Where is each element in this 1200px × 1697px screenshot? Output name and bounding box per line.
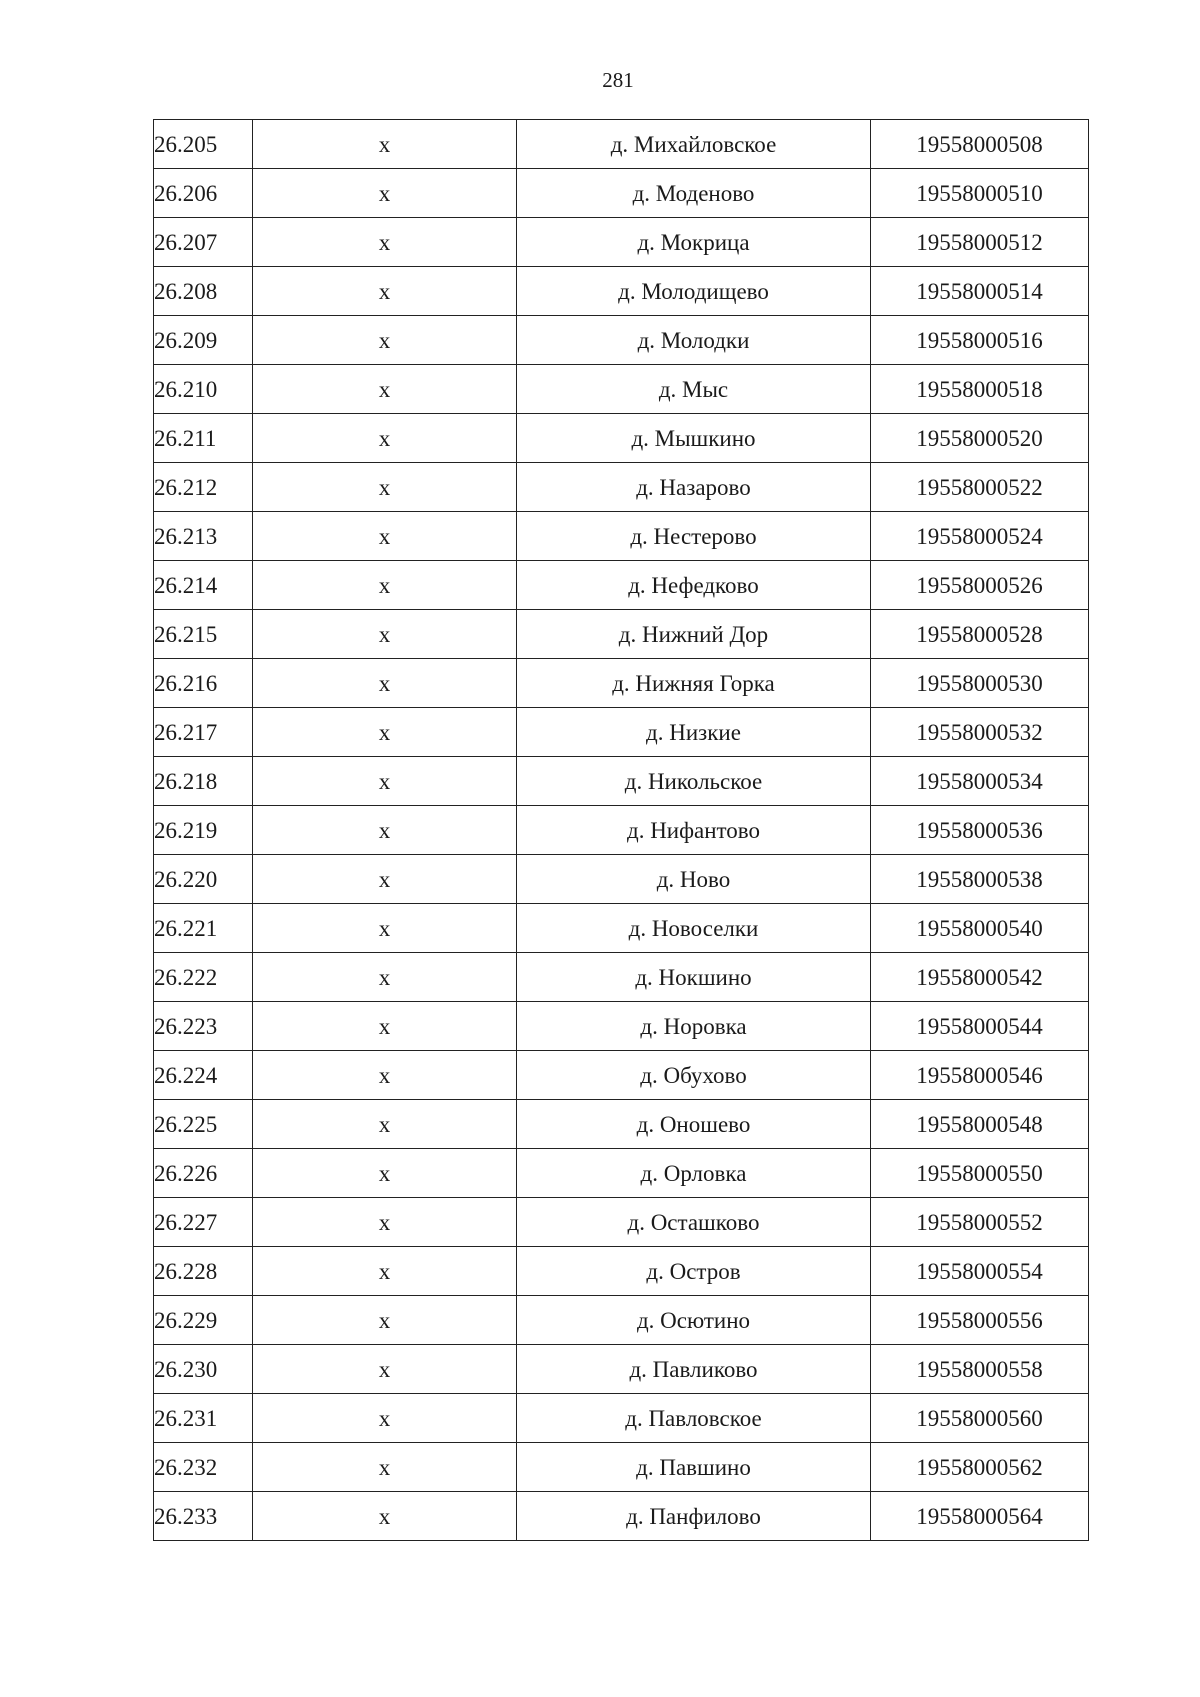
table-row bbox=[154, 120, 1089, 169]
table-body bbox=[154, 120, 1089, 1541]
row-oktmo-cell: 19558000544 bbox=[871, 1002, 1089, 1051]
table-row bbox=[154, 1394, 1089, 1443]
row-name-cell: д. Обухово bbox=[517, 1051, 871, 1100]
table-row bbox=[154, 1296, 1089, 1345]
row-mark-cell: х bbox=[253, 414, 517, 463]
row-code-cell: 26.224 bbox=[154, 1051, 253, 1100]
table-row bbox=[154, 1247, 1089, 1296]
table-row bbox=[154, 463, 1089, 512]
row-oktmo-cell: 19558000538 bbox=[871, 855, 1089, 904]
row-code-cell: 26.205 bbox=[154, 120, 253, 169]
row-name-cell: д. Мыс bbox=[517, 365, 871, 414]
row-mark-cell: х bbox=[253, 953, 517, 1002]
row-code-cell: 26.214 bbox=[154, 561, 253, 610]
table-row bbox=[154, 1149, 1089, 1198]
row-name-cell: д. Остров bbox=[517, 1247, 871, 1296]
row-name-cell: д. Нестерово bbox=[517, 512, 871, 561]
table-row bbox=[154, 512, 1089, 561]
row-name-cell: д. Панфилово bbox=[517, 1492, 871, 1541]
row-mark-cell: х bbox=[253, 1149, 517, 1198]
row-mark-cell: х bbox=[253, 365, 517, 414]
row-oktmo-cell: 19558000550 bbox=[871, 1149, 1089, 1198]
row-name-cell: д. Павшино bbox=[517, 1443, 871, 1492]
row-mark-cell: х bbox=[253, 1394, 517, 1443]
row-oktmo-cell: 19558000526 bbox=[871, 561, 1089, 610]
row-code-cell: 26.206 bbox=[154, 169, 253, 218]
row-name-cell: д. Нифантово bbox=[517, 806, 871, 855]
row-mark-cell: х bbox=[253, 316, 517, 365]
row-code-cell: 26.209 bbox=[154, 316, 253, 365]
table-row bbox=[154, 953, 1089, 1002]
row-oktmo-cell: 19558000512 bbox=[871, 218, 1089, 267]
row-mark-cell: х bbox=[253, 757, 517, 806]
row-mark-cell: х bbox=[253, 267, 517, 316]
row-code-cell: 26.231 bbox=[154, 1394, 253, 1443]
row-code-cell: 26.223 bbox=[154, 1002, 253, 1051]
row-name-cell: д. Низкие bbox=[517, 708, 871, 757]
row-oktmo-cell: 19558000524 bbox=[871, 512, 1089, 561]
table-row bbox=[154, 610, 1089, 659]
row-oktmo-cell: 19558000562 bbox=[871, 1443, 1089, 1492]
row-code-cell: 26.217 bbox=[154, 708, 253, 757]
row-name-cell: д. Осютино bbox=[517, 1296, 871, 1345]
table-row bbox=[154, 659, 1089, 708]
row-name-cell: д. Мышкино bbox=[517, 414, 871, 463]
table-row bbox=[154, 1002, 1089, 1051]
row-name-cell: д. Павловское bbox=[517, 1394, 871, 1443]
row-code-cell: 26.230 bbox=[154, 1345, 253, 1394]
row-code-cell: 26.219 bbox=[154, 806, 253, 855]
row-mark-cell: х bbox=[253, 512, 517, 561]
table-row bbox=[154, 855, 1089, 904]
table-row bbox=[154, 806, 1089, 855]
settlements-table bbox=[153, 119, 1089, 1541]
row-oktmo-cell: 19558000560 bbox=[871, 1394, 1089, 1443]
row-code-cell: 26.211 bbox=[154, 414, 253, 463]
table-row bbox=[154, 316, 1089, 365]
row-code-cell: 26.215 bbox=[154, 610, 253, 659]
row-name-cell: д. Никольское bbox=[517, 757, 871, 806]
row-oktmo-cell: 19558000552 bbox=[871, 1198, 1089, 1247]
row-mark-cell: х bbox=[253, 1443, 517, 1492]
row-oktmo-cell: 19558000532 bbox=[871, 708, 1089, 757]
table-row bbox=[154, 365, 1089, 414]
row-code-cell: 26.213 bbox=[154, 512, 253, 561]
row-code-cell: 26.221 bbox=[154, 904, 253, 953]
row-code-cell: 26.233 bbox=[154, 1492, 253, 1541]
row-oktmo-cell: 19558000516 bbox=[871, 316, 1089, 365]
table-row bbox=[154, 904, 1089, 953]
row-oktmo-cell: 19558000514 bbox=[871, 267, 1089, 316]
row-name-cell: д. Михайловское bbox=[517, 120, 871, 169]
table-row bbox=[154, 757, 1089, 806]
row-mark-cell: х bbox=[253, 806, 517, 855]
row-code-cell: 26.212 bbox=[154, 463, 253, 512]
row-code-cell: 26.216 bbox=[154, 659, 253, 708]
table-row bbox=[154, 1100, 1089, 1149]
row-mark-cell: х bbox=[253, 1247, 517, 1296]
row-name-cell: д. Нижний Дор bbox=[517, 610, 871, 659]
row-name-cell: д. Нокшино bbox=[517, 953, 871, 1002]
row-name-cell: д. Павликово bbox=[517, 1345, 871, 1394]
row-mark-cell: х bbox=[253, 1100, 517, 1149]
table-row bbox=[154, 708, 1089, 757]
row-oktmo-cell: 19558000518 bbox=[871, 365, 1089, 414]
row-name-cell: д. Осташково bbox=[517, 1198, 871, 1247]
row-mark-cell: х bbox=[253, 855, 517, 904]
row-oktmo-cell: 19558000564 bbox=[871, 1492, 1089, 1541]
table-row bbox=[154, 561, 1089, 610]
row-name-cell: д. Мокрица bbox=[517, 218, 871, 267]
table-row bbox=[154, 414, 1089, 463]
row-oktmo-cell: 19558000546 bbox=[871, 1051, 1089, 1100]
row-mark-cell: х bbox=[253, 659, 517, 708]
row-code-cell: 26.208 bbox=[154, 267, 253, 316]
row-code-cell: 26.232 bbox=[154, 1443, 253, 1492]
row-code-cell: 26.225 bbox=[154, 1100, 253, 1149]
row-oktmo-cell: 19558000536 bbox=[871, 806, 1089, 855]
row-oktmo-cell: 19558000520 bbox=[871, 414, 1089, 463]
table-row bbox=[154, 267, 1089, 316]
row-oktmo-cell: 19558000534 bbox=[871, 757, 1089, 806]
table-row bbox=[154, 1443, 1089, 1492]
row-name-cell: д. Нефедково bbox=[517, 561, 871, 610]
row-code-cell: 26.229 bbox=[154, 1296, 253, 1345]
row-name-cell: д. Оношево bbox=[517, 1100, 871, 1149]
row-mark-cell: х bbox=[253, 561, 517, 610]
row-code-cell: 26.228 bbox=[154, 1247, 253, 1296]
row-mark-cell: х bbox=[253, 463, 517, 512]
row-mark-cell: х bbox=[253, 1002, 517, 1051]
row-name-cell: д. Молодки bbox=[517, 316, 871, 365]
table-row bbox=[154, 218, 1089, 267]
row-code-cell: 26.226 bbox=[154, 1149, 253, 1198]
row-name-cell: д. Назарово bbox=[517, 463, 871, 512]
row-mark-cell: х bbox=[253, 1198, 517, 1247]
row-name-cell: д. Норовка bbox=[517, 1002, 871, 1051]
row-code-cell: 26.210 bbox=[154, 365, 253, 414]
row-mark-cell: х bbox=[253, 120, 517, 169]
table-row bbox=[154, 1198, 1089, 1247]
row-oktmo-cell: 19558000542 bbox=[871, 953, 1089, 1002]
row-oktmo-cell: 19558000530 bbox=[871, 659, 1089, 708]
row-mark-cell: х bbox=[253, 708, 517, 757]
row-mark-cell: х bbox=[253, 904, 517, 953]
row-name-cell: д. Молодищево bbox=[517, 267, 871, 316]
row-oktmo-cell: 19558000510 bbox=[871, 169, 1089, 218]
row-code-cell: 26.207 bbox=[154, 218, 253, 267]
row-code-cell: 26.227 bbox=[154, 1198, 253, 1247]
page-number: 281 bbox=[602, 68, 634, 92]
row-oktmo-cell: 19558000522 bbox=[871, 463, 1089, 512]
row-oktmo-cell: 19558000508 bbox=[871, 120, 1089, 169]
row-mark-cell: х bbox=[253, 218, 517, 267]
row-mark-cell: х bbox=[253, 610, 517, 659]
row-oktmo-cell: 19558000556 bbox=[871, 1296, 1089, 1345]
row-name-cell: д. Ново bbox=[517, 855, 871, 904]
row-code-cell: 26.218 bbox=[154, 757, 253, 806]
row-code-cell: 26.220 bbox=[154, 855, 253, 904]
table-row bbox=[154, 1345, 1089, 1394]
row-name-cell: д. Нижняя Горка bbox=[517, 659, 871, 708]
table-row bbox=[154, 1051, 1089, 1100]
row-name-cell: д. Орловка bbox=[517, 1149, 871, 1198]
row-mark-cell: х bbox=[253, 1492, 517, 1541]
row-oktmo-cell: 19558000548 bbox=[871, 1100, 1089, 1149]
table-row bbox=[154, 1492, 1089, 1541]
table-row bbox=[154, 169, 1089, 218]
row-code-cell: 26.222 bbox=[154, 953, 253, 1002]
row-oktmo-cell: 19558000558 bbox=[871, 1345, 1089, 1394]
row-mark-cell: х bbox=[253, 169, 517, 218]
row-name-cell: д. Моденово bbox=[517, 169, 871, 218]
row-oktmo-cell: 19558000528 bbox=[871, 610, 1089, 659]
row-name-cell: д. Новоселки bbox=[517, 904, 871, 953]
row-mark-cell: х bbox=[253, 1345, 517, 1394]
row-mark-cell: х bbox=[253, 1296, 517, 1345]
row-mark-cell: х bbox=[253, 1051, 517, 1100]
row-oktmo-cell: 19558000540 bbox=[871, 904, 1089, 953]
row-oktmo-cell: 19558000554 bbox=[871, 1247, 1089, 1296]
